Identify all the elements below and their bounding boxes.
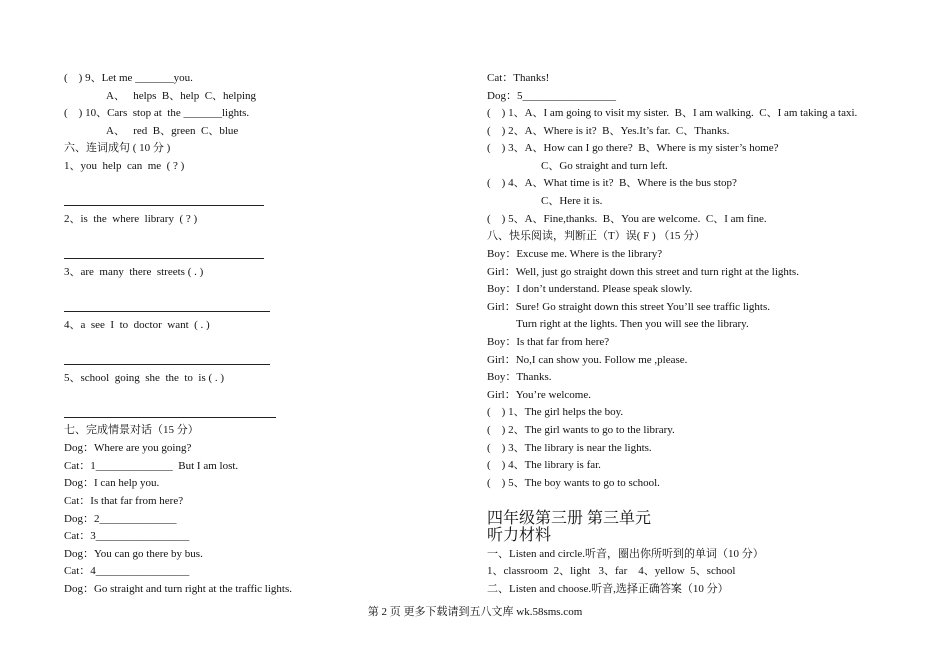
dialogue-line: Cat：Thanks! bbox=[487, 72, 550, 84]
section-6-heading: 六、连词成句 ( 10 分 ) bbox=[64, 142, 171, 154]
section-8-heading: 八、快乐阅读，判断正（T）误( F ) （15 分） bbox=[487, 230, 706, 242]
listening-words: 1、classroom 2、light 3、far 4、yellow 5、school bbox=[487, 565, 736, 577]
question-10: ( ) 10、Cars stop at the _______lights. bbox=[64, 107, 250, 119]
reading-line: Boy：Is that far from here? bbox=[487, 336, 610, 348]
dialogue-line: Dog：I can help you. bbox=[64, 477, 160, 489]
answer-line-3 bbox=[64, 311, 270, 312]
sentence-5: 5、school going she the to is ( . ) bbox=[64, 372, 225, 384]
reading-line: Girl：You’re welcome. bbox=[487, 389, 591, 401]
unit-title: 四年级第三册 第三单元 bbox=[487, 510, 652, 527]
choice-question: ( ) 5、A、Fine,thanks. B、You are welcome. C、I am fine. bbox=[487, 213, 767, 225]
listening-section-2: 二、Listen and choose.听音,选择正确答案（10 分） bbox=[487, 583, 729, 595]
sentence-4: 4、a see I to doctor want ( . ) bbox=[64, 319, 210, 331]
choice-question: ( ) 4、A、What time is it? B、Where is the bus stop? bbox=[487, 177, 737, 189]
dialogue-line: Cat：Is that far from here? bbox=[64, 495, 184, 507]
choice-option: C、Go straight and turn left. bbox=[541, 160, 668, 172]
question-9-options: A、 helps B、help C、helping bbox=[106, 90, 257, 102]
dialogue-line: Dog：2______________ bbox=[64, 513, 177, 525]
sentence-3: 3、are many there streets ( . ) bbox=[64, 266, 204, 278]
dialogue-line: Dog：Go straight and turn right at the traffic lights. bbox=[64, 583, 293, 595]
choice-question: ( ) 1、A、I am going to visit my sister. B、I am walking. C、I am taking a taxi. bbox=[487, 107, 858, 119]
reading-line: Girl：Well, just go straight down this street and turn right at the lights. bbox=[487, 266, 799, 278]
sentence-1: 1、you help can me ( ? ) bbox=[64, 160, 185, 172]
answer-line-2 bbox=[64, 258, 264, 259]
judge-item: ( ) 4、The library is far. bbox=[487, 459, 601, 471]
dialogue-line: Cat：3_________________ bbox=[64, 530, 190, 542]
dialogue-line: Dog：5_________________ bbox=[487, 90, 616, 102]
judge-item: ( ) 2、The girl wants to go to the library. bbox=[487, 424, 675, 436]
reading-line: Boy：Thanks. bbox=[487, 371, 552, 383]
judge-item: ( ) 1、The girl helps the boy. bbox=[487, 406, 624, 418]
judge-item: ( ) 5、The boy wants to go to school. bbox=[487, 477, 660, 489]
sentence-2: 2、is the where library ( ? ) bbox=[64, 213, 198, 225]
question-9: ( ) 9、Let me _______you. bbox=[64, 72, 193, 84]
dialogue-line: Cat：4_________________ bbox=[64, 565, 190, 577]
listening-title: 听力材料 bbox=[487, 527, 552, 544]
choice-question: ( ) 3、A、How can I go there? B、Where is my sister’s home? bbox=[487, 142, 779, 154]
dialogue-line: Dog：Where are you going? bbox=[64, 442, 192, 454]
judge-item: ( ) 3、The library is near the lights. bbox=[487, 442, 652, 454]
dialogue-line: Dog：You can go there by bus. bbox=[64, 548, 203, 560]
reading-line: Boy：I don’t understand. Please speak slowly. bbox=[487, 283, 693, 295]
reading-line: Boy：Excuse me. Where is the library? bbox=[487, 248, 663, 260]
choice-question: ( ) 2、A、Where is it? B、Yes.It’s far. C、Thanks. bbox=[487, 125, 730, 137]
listening-section-1: 一、Listen and circle.听音，圈出你所听到的单词（10 分） bbox=[487, 548, 764, 560]
answer-line-4 bbox=[64, 364, 270, 365]
question-10-options: A、 red B、green C、blue bbox=[106, 125, 239, 137]
reading-line: Turn right at the lights. Then you will see the library. bbox=[516, 318, 749, 330]
reading-line: Girl：No,I can show you. Follow me ,please. bbox=[487, 354, 688, 366]
page-footer: 第 2 页 更多下载请到五八文库 wk.58sms.com bbox=[367, 606, 583, 618]
answer-line-5 bbox=[64, 417, 276, 418]
choice-option: C、Here it is. bbox=[541, 195, 603, 207]
dialogue-line: Cat：1______________ But I am lost. bbox=[64, 460, 239, 472]
answer-line-1 bbox=[64, 205, 264, 206]
section-7-heading: 七、完成情景对话（15 分） bbox=[64, 424, 199, 436]
reading-line: Girl：Sure! Go straight down this street You’ll see traffic lights. bbox=[487, 301, 771, 313]
